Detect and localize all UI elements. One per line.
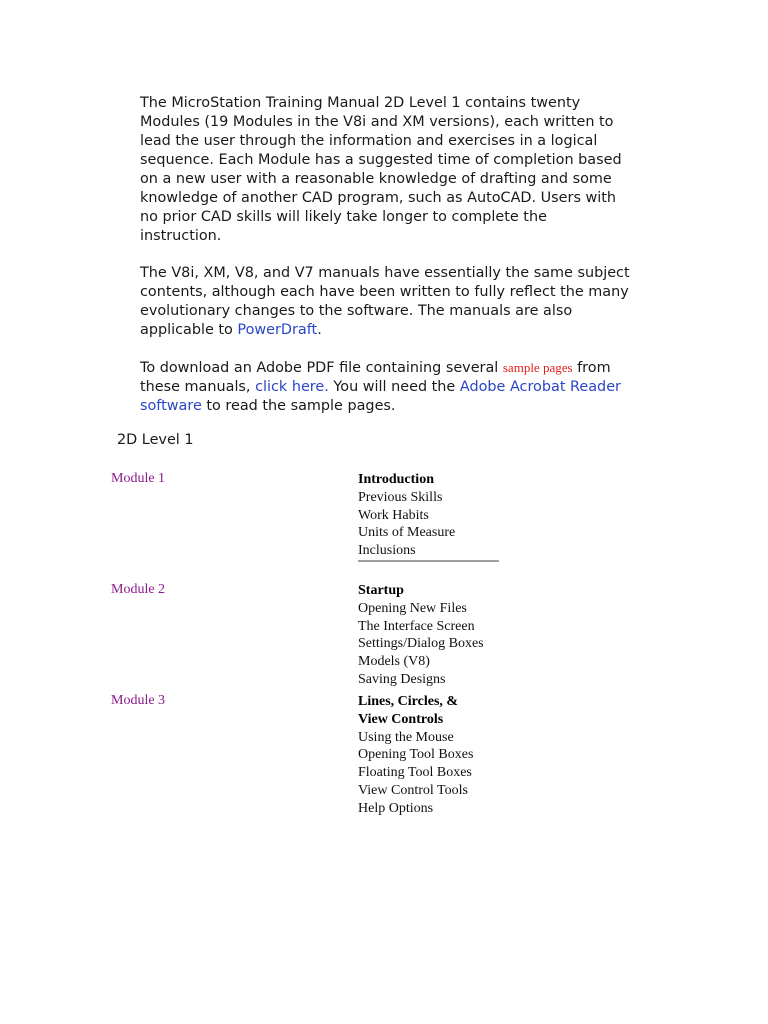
module-3-topic: Opening Tool Boxes <box>358 747 474 763</box>
module-1-topic: Previous Skills <box>358 489 443 505</box>
intro-paragraph-1: The MicroStation Training Manual 2D Level 1 contains twenty Modules (19 Modules in the V8i and XM versions), each written to lead the user through the information and exercises in a logical sequence. Each Module has a suggested time of completion based on a new user with a reasonable knowledge of drafting and some knowledge of another CAD program, such as AutoCAD. Users with no prior CAD skills will likely take longer to complete the instruction. <box>140 95 622 244</box>
module-3-topics <box>358 693 473 818</box>
module-1-topic: Inclusions <box>358 543 416 559</box>
intro-paragraph-3-b: from these manuals, <box>140 360 611 395</box>
module-2-topics <box>358 582 484 689</box>
module-1-topics <box>358 471 499 562</box>
module-2-topic: Opening New Files <box>358 600 467 616</box>
intro-paragraph-2 <box>140 264 630 340</box>
module-3-label: Module 3 <box>111 693 166 708</box>
module-1-divider <box>358 560 499 562</box>
intro-paragraph-3-d: to read the sample pages. <box>201 398 396 414</box>
intro-text <box>140 94 630 434</box>
intro-paragraph-2-text: The V8i, XM, V8, and V7 manuals have essentially the same subject contents, although each have been written to fully reflect the many evolutionary changes to the software. The manuals are also applicable to <box>140 265 630 338</box>
acrobat-reader-link[interactable]: Adobe Acrobat Reader software <box>140 379 621 414</box>
sample-pages-text: sample pages <box>502 360 573 375</box>
click-here-link[interactable]: click here. <box>255 379 329 395</box>
module-2-topic: Models (V8) <box>358 654 430 670</box>
module-3-topic: Using the Mouse <box>358 729 454 745</box>
intro-paragraph-2-end: . <box>317 322 322 338</box>
module-2-label: Module 2 <box>111 582 166 597</box>
module-1-heading: Introduction <box>358 472 434 487</box>
intro-paragraph-3-c: You will need the <box>328 379 460 395</box>
module-2-topic: The Interface Screen <box>358 618 475 634</box>
module-1-label: Module 1 <box>111 471 166 486</box>
module-3-topic: Help Options <box>358 800 434 816</box>
module-1-topic: Work Habits <box>358 507 429 523</box>
module-3-topic: View Control Tools <box>358 782 468 798</box>
module-3-heading-line-2: View Controls <box>358 711 444 727</box>
powerdraft-link[interactable]: PowerDraft <box>237 322 318 338</box>
module-2-heading: Startup <box>358 583 404 598</box>
intro-paragraph-3 <box>140 358 630 416</box>
module-1-topic: Units of Measure <box>358 525 456 541</box>
module-3-topic: Floating Tool Boxes <box>358 765 472 781</box>
module-2-topic: Saving Designs <box>358 671 446 687</box>
intro-paragraph-3-a: To download an Adobe PDF file containing several <box>140 360 503 376</box>
module-2-topic: Settings/Dialog Boxes <box>358 636 484 652</box>
level-title: 2D Level 1 <box>117 432 194 448</box>
module-3-heading-line-1: Lines, Circles, & <box>358 694 459 709</box>
